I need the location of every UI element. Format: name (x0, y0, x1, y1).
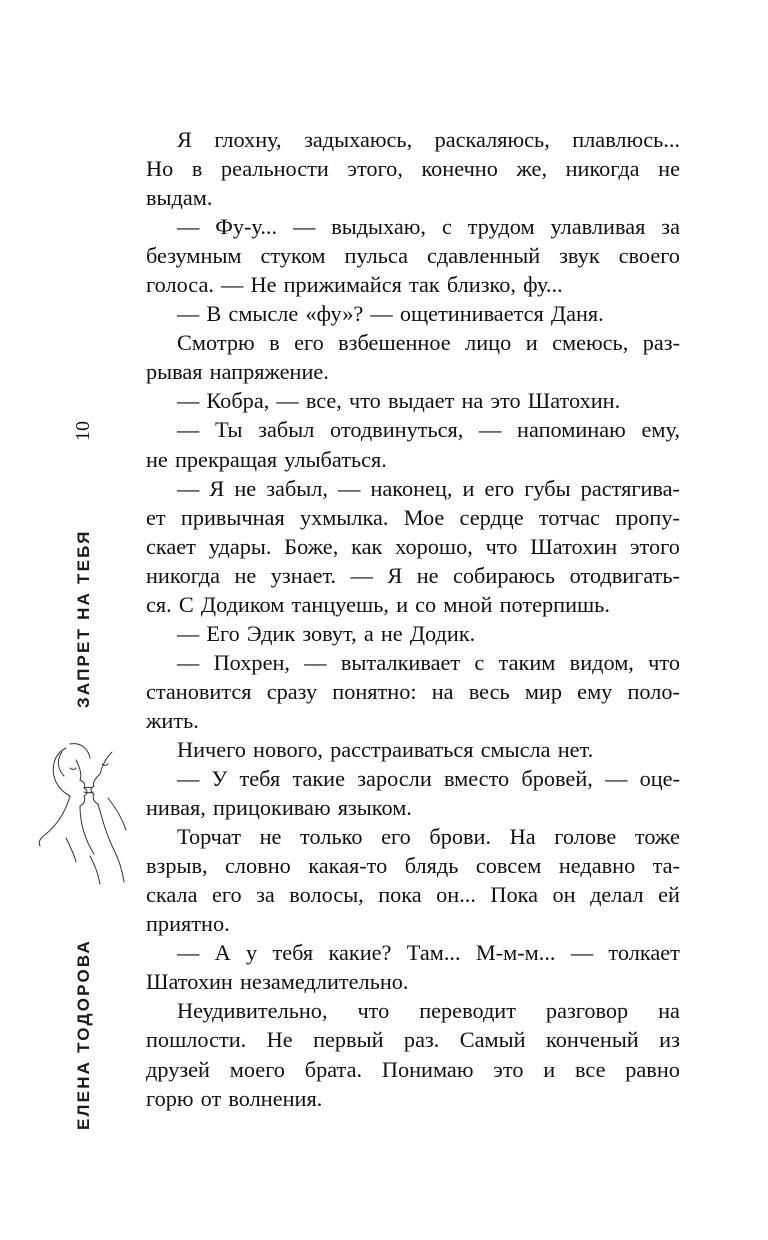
word: и (396, 591, 409, 617)
word: его (294, 330, 324, 356)
word: А (214, 940, 231, 966)
text-line (146, 706, 680, 735)
text-line (146, 619, 680, 648)
word: прицокиваю (212, 795, 331, 821)
word: скает (146, 533, 196, 559)
word: а (363, 620, 374, 646)
word: совсем (475, 853, 542, 879)
word: ему (577, 678, 613, 704)
word: от (200, 1085, 222, 1111)
word: не (259, 824, 282, 850)
word: незамедлительно. (240, 969, 409, 995)
word: Пока (490, 882, 539, 908)
word: переводит (419, 998, 516, 1024)
word: Смотрю (177, 330, 255, 356)
word: Я (387, 562, 403, 588)
word: становится (146, 678, 252, 704)
word: Фу-у... (215, 214, 278, 240)
word: языком. (337, 795, 412, 821)
word: делал (590, 882, 644, 908)
word: ухмылка. (299, 504, 389, 530)
word: не (380, 620, 403, 646)
word: первый (313, 1027, 384, 1053)
word: сразу (266, 678, 318, 704)
word: не (658, 156, 680, 182)
word: зовут, (302, 620, 357, 646)
word: тотчас (538, 504, 600, 530)
word: не (234, 475, 257, 501)
word: волнения. (228, 1085, 323, 1111)
word: своего (618, 243, 680, 269)
word: разговор (545, 998, 629, 1024)
word: потерпишь. (499, 591, 610, 617)
word: Понимаю (381, 1056, 474, 1082)
word: конченый (546, 1027, 639, 1053)
word: Но (146, 156, 174, 182)
word: прекращая (174, 446, 278, 472)
word: это (490, 388, 521, 414)
word: — (177, 417, 200, 443)
word: улавливая (550, 214, 646, 240)
word: наконец, (370, 475, 453, 501)
word: узнает. (270, 562, 337, 588)
word: выдыхаю, (331, 214, 427, 240)
word: выдает (387, 388, 455, 414)
word: весь (468, 678, 510, 704)
word: задыхаюсь, (304, 127, 413, 152)
word: Шатохин. (527, 388, 621, 414)
word: голове (554, 824, 617, 850)
word: недавно (558, 853, 636, 879)
word: из (659, 1027, 680, 1053)
text-line (146, 386, 680, 415)
word: какая-то (308, 853, 388, 879)
word: смысле (228, 301, 299, 327)
word: — (338, 475, 361, 501)
word: Додиком (200, 591, 285, 617)
text-line (146, 532, 680, 561)
word: фу... (523, 272, 563, 298)
word: — (479, 417, 502, 443)
word: та- (652, 853, 680, 879)
word: у (246, 940, 258, 966)
text-line (146, 183, 680, 212)
word: Шатохин (530, 533, 618, 559)
word: забыл, (266, 475, 328, 501)
word: На (509, 824, 536, 850)
word: сдавленный (426, 243, 541, 269)
text-line (146, 212, 680, 241)
page-number: 10 (72, 421, 94, 441)
word: напряжение. (209, 359, 329, 385)
word: так (409, 272, 440, 298)
word: Похрен, (213, 649, 290, 675)
word: — (177, 388, 200, 414)
word: — (177, 649, 200, 675)
word: ей (658, 882, 680, 908)
word: плавлюсь... (572, 127, 680, 152)
word: — (177, 214, 200, 240)
word: такие (292, 766, 346, 792)
word: Неудивительно, (177, 998, 328, 1024)
word: какие? (328, 940, 392, 966)
word: с (441, 214, 452, 240)
word: равно (625, 1056, 680, 1082)
word: что (648, 649, 680, 675)
word: никогда (146, 562, 220, 588)
page-body-text (146, 125, 680, 1113)
text-line (146, 967, 680, 996)
word: заросли (357, 766, 432, 792)
word: приятно. (146, 911, 230, 937)
word: как (351, 533, 383, 559)
word: звук (559, 243, 600, 269)
word: тоже (634, 824, 680, 850)
word: раз. (403, 1027, 440, 1053)
word: конечно (421, 156, 498, 182)
text-line (146, 503, 680, 532)
text-line (146, 648, 680, 677)
word: на (461, 388, 484, 414)
word: прижимайся (283, 272, 402, 298)
word: в (191, 156, 203, 182)
word: толкает (608, 940, 680, 966)
text-line (146, 270, 680, 299)
word: смысла (480, 736, 551, 762)
word: ся. (146, 591, 172, 617)
word: нивая, (146, 795, 206, 821)
word: рывая (146, 359, 203, 385)
word: глохну, (214, 127, 282, 152)
word: Шатохин (146, 969, 233, 995)
word: Я (209, 475, 225, 501)
word: отодвигать- (569, 562, 680, 588)
word: только (300, 824, 363, 850)
word: Ты (214, 417, 243, 443)
text-line (146, 735, 680, 764)
word: в (269, 330, 280, 356)
word: безумным (146, 243, 242, 269)
word: стуком (260, 243, 326, 269)
word: — (605, 766, 628, 792)
word: это (493, 1056, 524, 1082)
word: что (357, 998, 390, 1024)
word: горю (146, 1085, 194, 1111)
word: видом, (569, 649, 634, 675)
word: и (543, 1056, 556, 1082)
word: М-м-м... (475, 940, 556, 966)
text-line (146, 125, 680, 154)
word: бровей, (521, 766, 593, 792)
word: пока (378, 882, 422, 908)
text-line (146, 677, 680, 706)
word: таким (498, 649, 556, 675)
word: мир (524, 678, 563, 704)
word: голоса. (146, 272, 214, 298)
word: отодвинуться, (330, 417, 464, 443)
text-line (146, 561, 680, 590)
word: — (570, 940, 594, 966)
word: танцуешь, (291, 591, 389, 617)
text-line (146, 851, 680, 880)
word: раз- (642, 330, 680, 356)
word: Мое (403, 504, 445, 530)
word: ему, (641, 417, 680, 443)
word: смеюсь, (552, 330, 629, 356)
word: — (370, 301, 393, 327)
word: все, (305, 388, 342, 414)
word: его (381, 824, 411, 850)
word: Кобра, (206, 388, 270, 414)
word: лицо (465, 330, 512, 356)
word: не (416, 562, 439, 588)
text-line (146, 328, 680, 357)
word: — (350, 562, 373, 588)
word: выдам. (146, 185, 213, 211)
text-line (146, 590, 680, 619)
word: друзей (146, 1056, 210, 1082)
word: тебя (239, 766, 281, 792)
word: С (178, 591, 194, 617)
text-line (146, 938, 680, 967)
text-line (146, 996, 680, 1025)
word: сердце (459, 504, 524, 530)
word: напоминаю (517, 417, 626, 443)
text-line (146, 445, 680, 474)
word: Я (177, 127, 192, 152)
word: волосы, (289, 882, 364, 908)
word: этого (629, 533, 680, 559)
word: Торчат (177, 824, 241, 850)
word: никогда (565, 156, 640, 182)
word: на (658, 998, 680, 1024)
word: — (292, 214, 316, 240)
word: что (349, 388, 381, 414)
word: взбешенное (338, 330, 451, 356)
text-line (146, 154, 680, 183)
word: его (211, 882, 242, 908)
word: Не (266, 1027, 293, 1053)
word: удары. (208, 533, 272, 559)
word: пульса (344, 243, 408, 269)
text-line (146, 764, 680, 793)
text-line (146, 241, 680, 270)
word: забыл (258, 417, 315, 443)
word: брата. (304, 1056, 363, 1082)
word: Даня. (550, 301, 604, 327)
word: близко, (446, 272, 516, 298)
word: — (304, 649, 327, 675)
word: с (474, 649, 485, 675)
text-line (146, 1055, 680, 1084)
word: трудом (467, 214, 535, 240)
running-head-author: ЕЛЕНА ТОДОРОВА (74, 938, 93, 1130)
word: все (575, 1056, 606, 1082)
text-line (146, 474, 680, 503)
text-line (146, 880, 680, 909)
word: и (462, 475, 475, 501)
word: за (256, 882, 275, 908)
word: — (177, 620, 200, 646)
word: Эдик (246, 620, 296, 646)
text-line (146, 822, 680, 851)
word: он (552, 882, 576, 908)
word: Его (206, 620, 240, 646)
text-line (146, 793, 680, 822)
word: со (415, 591, 437, 617)
text-line (146, 1025, 680, 1054)
text-line (146, 299, 680, 328)
word: — (177, 940, 200, 966)
text-line (146, 357, 680, 386)
word: — (177, 301, 200, 327)
word: оце- (639, 766, 680, 792)
word: брови. (429, 824, 492, 850)
word: не (146, 446, 168, 472)
word: же, (516, 156, 548, 182)
word: вместо (443, 766, 510, 792)
word: Там... (406, 940, 461, 966)
word: его (484, 475, 515, 501)
word: расстраиваться (330, 736, 474, 762)
text-line (146, 1084, 680, 1113)
word: — (177, 766, 200, 792)
word: У (211, 766, 228, 792)
word: на (431, 678, 454, 704)
word: пошлости. (146, 1027, 247, 1053)
word: реальности (220, 156, 329, 182)
page-number-container (70, 404, 96, 458)
word: мной (443, 591, 493, 617)
word: собираюсь (453, 562, 556, 588)
running-head-book-title: ЗАПРЕТ НА ТЕБЯ (74, 529, 93, 708)
word: Додик. (409, 620, 476, 646)
word: Самый (459, 1027, 526, 1053)
word: что (485, 533, 518, 559)
word: Боже, (284, 533, 339, 559)
word: Не (250, 272, 277, 298)
word: этого, (347, 156, 403, 182)
word: — (276, 388, 299, 414)
word: понятно: (332, 678, 417, 704)
word: ет (146, 504, 166, 530)
word: — (177, 475, 200, 501)
text-line (146, 909, 680, 938)
word: — (221, 272, 244, 298)
word: и (525, 330, 538, 356)
word: он... (436, 882, 476, 908)
word: губы (524, 475, 571, 501)
word: раскаляюсь, (434, 127, 550, 152)
word: выталкивает (340, 649, 461, 675)
word: В (206, 301, 222, 327)
text-line (146, 415, 680, 444)
word: нового, (253, 736, 323, 762)
word: растягива- (580, 475, 680, 501)
word: тебя (272, 940, 314, 966)
word: ощетинивается (399, 301, 544, 327)
word: скала (146, 882, 198, 908)
word: моего (229, 1056, 285, 1082)
word: словно (225, 853, 291, 879)
word: блядь (404, 853, 459, 879)
word: поло- (627, 678, 680, 704)
word: нет. (557, 736, 594, 762)
word: Ничего (177, 736, 246, 762)
word: улыбаться. (284, 446, 387, 472)
word: пропу- (615, 504, 680, 530)
word: жить. (146, 707, 199, 733)
word: взрыв, (146, 853, 208, 879)
word: не (234, 562, 257, 588)
word: хорошо, (395, 533, 473, 559)
word: привычная (180, 504, 285, 530)
word: за (661, 214, 680, 240)
word: «фу»? (305, 301, 364, 327)
